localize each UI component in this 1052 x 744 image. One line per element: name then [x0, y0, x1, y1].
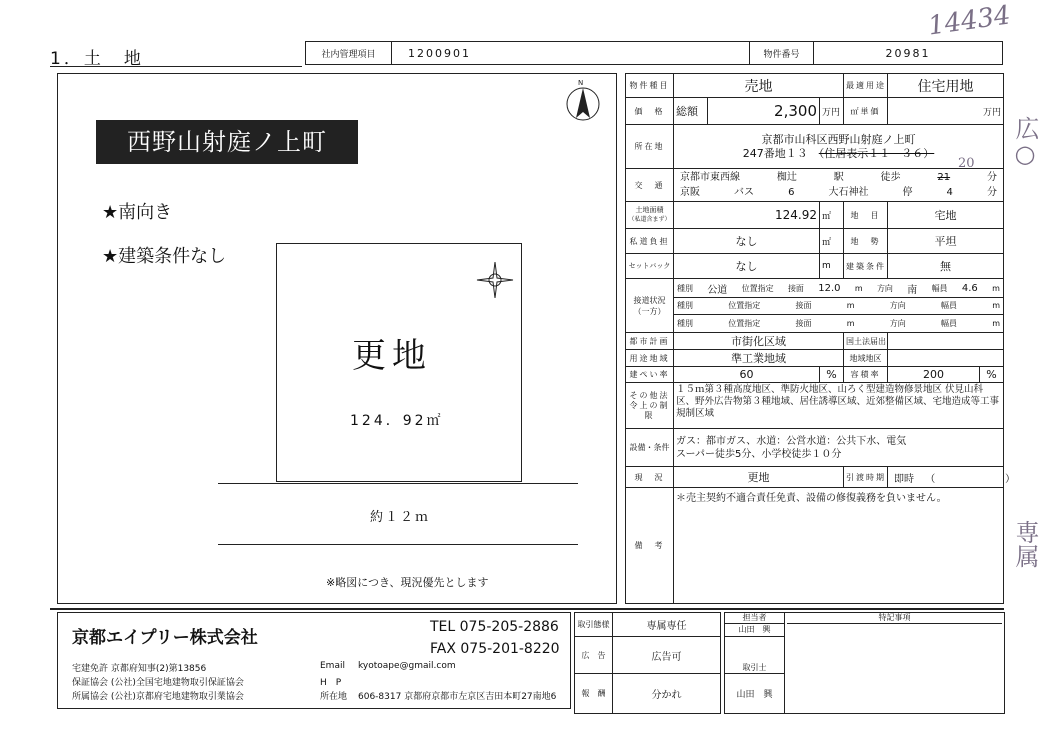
- compass-icon: [473, 258, 517, 302]
- address-lot: 247番地１３: [742, 146, 808, 160]
- far-value: 200: [888, 367, 980, 383]
- setback-label: セットバック: [626, 254, 674, 279]
- setback-value: なし: [674, 254, 820, 279]
- special-notes-title: 特記事項: [787, 613, 1002, 624]
- north-label: N: [578, 79, 584, 87]
- direction-label-2: 方向: [889, 301, 906, 310]
- width-unit-3: m: [992, 318, 1000, 328]
- ad-label: 広 告: [575, 637, 613, 674]
- frontage-label: 接面: [787, 283, 804, 293]
- company-box: [57, 612, 571, 709]
- price-label: 価 格: [626, 98, 674, 125]
- manager-name: 山田 興: [738, 625, 771, 634]
- ad-value: 広告可: [613, 637, 721, 674]
- fee-label: 報 酬: [575, 674, 613, 714]
- terrain-value: 平坦: [888, 229, 1004, 254]
- company-tel: TEL 075-205-2886: [430, 619, 559, 635]
- bcr-value: 60: [674, 367, 820, 383]
- address-label: 所在地: [626, 125, 674, 169]
- address-line2: [676, 147, 1001, 161]
- transport-line1: [676, 170, 1001, 185]
- position-label-3: 位置指定: [728, 318, 761, 328]
- header-underline: [50, 66, 302, 67]
- other-law-value: １５ｍ第３種高度地区、準防火地区、山ろく型建造物修景地区 伏見山科区、野外広告物第３種地域、居住誘導区域、近郊整備区域、宅地造成等工事規制区域: [674, 383, 1004, 429]
- width-label-3: 幅員: [940, 318, 957, 328]
- spec-table: [625, 73, 1016, 604]
- handover-label: 引渡時期: [844, 467, 888, 488]
- status-label: 現 況: [626, 467, 674, 488]
- dealer-label: 取引士: [725, 637, 785, 674]
- city-plan-value: 市街化区域: [674, 333, 844, 350]
- condition-label: 建築条件: [844, 254, 888, 279]
- frontage-unit-3: m: [846, 318, 855, 328]
- position-label: 位置指定: [741, 283, 774, 293]
- remarks-label: 備 考: [626, 488, 674, 604]
- use-value: 住宅用地: [888, 74, 1004, 98]
- road-sub: （一方）: [633, 306, 666, 316]
- land-area-sub: （私道含まず）: [628, 216, 671, 223]
- road-row-1: [674, 280, 1003, 298]
- walk-label: 徒歩: [880, 172, 901, 183]
- road-label: 接道状況: [633, 295, 666, 305]
- hp-label: H P: [320, 678, 342, 688]
- far-unit: %: [980, 367, 1004, 383]
- road-type-label-3: 種別: [677, 318, 693, 328]
- direction: 南: [907, 284, 918, 296]
- status-value: 更地: [674, 467, 844, 488]
- zone-label: 用途地域: [626, 350, 674, 367]
- chimoku-label: 地 目: [844, 202, 888, 229]
- width-label-2: 幅員: [940, 301, 957, 310]
- manager-label: [725, 613, 785, 637]
- special-notes-label: [785, 613, 1005, 714]
- kind-label: 物件種目: [626, 74, 674, 98]
- handwritten-number: 14434: [926, 0, 1013, 42]
- section-title: 1．土 地: [50, 49, 144, 69]
- mgmt-label: 社内管理項目: [306, 42, 392, 65]
- land-area-unit: ㎡: [820, 202, 844, 229]
- manager-label-text: 担当者: [725, 613, 784, 624]
- lot-label: 更地: [352, 336, 432, 376]
- handover-value: 即時: [894, 473, 914, 485]
- price-value: 2,300: [708, 98, 820, 125]
- private-road-value: なし: [674, 229, 820, 254]
- road-type: 公道: [707, 284, 728, 296]
- email-link[interactable]: kyotoape@gmail.com: [358, 661, 456, 671]
- train-line-2: 京阪: [680, 187, 700, 198]
- position-label-2: 位置指定: [728, 301, 761, 310]
- bcr-unit: %: [820, 367, 844, 383]
- station: 椥辻: [776, 172, 797, 183]
- license: 宅建免許 京都府知事(2)第13856: [72, 664, 207, 674]
- minute-unit-2: 分: [986, 187, 997, 198]
- width-unit-2: m: [992, 301, 1000, 310]
- bus-label: バス: [734, 187, 755, 198]
- north-arrow-icon: [564, 76, 602, 124]
- address-display: （住居表示１１－３６）: [818, 146, 935, 160]
- facilities-line2: スーパー徒歩5分、小学校徒歩１０分: [676, 448, 842, 460]
- handwritten-ad-mark: 広○: [1011, 116, 1039, 168]
- address-line1: 京都市山科区西野山射庭ノ上町: [761, 132, 916, 146]
- bus-stop: 大石神社: [828, 187, 869, 198]
- frontage: 12.0: [818, 282, 841, 294]
- facilities-line1: ガス：都市ガス、水道：公営水道：公共下水、電気: [676, 435, 907, 447]
- road-width: 約１２ｍ: [370, 510, 431, 525]
- road-row-3: [674, 315, 1003, 332]
- handwritten-minutes-correction: 20: [958, 156, 975, 171]
- handwritten-exclusive-mark: 専属: [1011, 520, 1039, 568]
- train-line: 京都市東西線: [680, 172, 740, 183]
- company-fax: FAX 075-201-8220: [430, 641, 560, 657]
- total-label: 総額: [674, 98, 708, 125]
- minute-unit: 分: [986, 172, 997, 183]
- feature-south: ★南向き: [102, 202, 173, 223]
- guarantee-assoc: 保証協会 (公社)全国宅地建物取引保証協会: [72, 678, 244, 688]
- transport-line2: [676, 185, 1001, 200]
- city-plan-label: 都市計画: [626, 333, 674, 350]
- zone-value: 準工業地域: [674, 350, 844, 367]
- district-label: 地域地区: [844, 350, 888, 367]
- prop-number: 20981: [814, 42, 1003, 65]
- other-law-label: その他法令上の制限: [626, 383, 674, 429]
- fee-value: 分かれ: [613, 674, 721, 714]
- chimoku-value: 宅地: [888, 202, 1004, 229]
- email-label: Email: [320, 661, 345, 671]
- direction-label-3: 方向: [889, 318, 906, 328]
- condition-value: 無: [888, 254, 1004, 279]
- far-label: 容積率: [844, 367, 888, 383]
- price-unit: 万円: [820, 98, 844, 125]
- road-type-label-2: 種別: [677, 301, 693, 310]
- road-row-2: [674, 298, 1003, 315]
- road-width-value: 4.6: [961, 282, 978, 294]
- land-area-value: 124.92: [674, 202, 820, 229]
- company-name: 京都エイプリー株式会社: [72, 628, 258, 648]
- dealer-name: 山田 興: [725, 674, 785, 714]
- remarks-value: ＊売主契約不適合責任免責、設備の修復義務を負いません。: [674, 488, 1004, 604]
- width-label: 幅員: [931, 283, 948, 293]
- private-road-label: 私道負担: [626, 229, 674, 254]
- facilities-label: 設備・条件: [626, 429, 674, 467]
- use-label: 最適用途: [844, 74, 888, 98]
- station-suffix: 駅: [833, 172, 844, 183]
- bcr-label: 建ぺい率: [626, 367, 674, 383]
- map-box: [57, 73, 617, 604]
- national-land-label: 国土法届出: [844, 333, 888, 350]
- walk-minutes-1: 21: [937, 172, 951, 183]
- unit-price-value: 万円: [888, 98, 1004, 125]
- member-assoc: 所属協会 (公社)京都府宅地建物取引業協会: [72, 692, 244, 702]
- feature-no-condition: ★建築条件なし: [102, 246, 227, 267]
- header-table: [305, 41, 1003, 65]
- footer-rule: [50, 608, 1004, 610]
- kind-value: 売地: [674, 74, 844, 98]
- prop-label: 物件番号: [750, 42, 814, 65]
- walk-minutes-2: 4: [946, 187, 953, 198]
- deal-type-label: 取引態様: [575, 613, 613, 637]
- deal-table: [574, 612, 1005, 714]
- road-line: [218, 483, 578, 484]
- direction-label: 方向: [876, 283, 893, 293]
- bus-minutes: 6: [788, 187, 795, 198]
- road-width-unit: m: [992, 283, 1000, 293]
- mgmt-number: 1200901: [392, 42, 750, 65]
- company-address: 606-8317 京都府京都市左京区吉田本町27南地6: [358, 692, 557, 702]
- transport-label: 交 通: [626, 169, 674, 202]
- map-title: 西野山射庭ノ上町: [96, 120, 358, 164]
- lot-area: 124．92㎡: [350, 413, 444, 429]
- setback-unit: m: [820, 254, 844, 279]
- frontage-unit: m: [854, 283, 863, 293]
- terrain-label: 地 勢: [844, 229, 888, 254]
- road-type-label: 種別: [677, 283, 693, 293]
- address-label-footer: 所在地: [320, 692, 348, 702]
- map-note: ※略図につき、現況優先とします: [326, 576, 489, 589]
- stop-suffix: 停: [902, 187, 913, 198]
- road-line-2: [218, 544, 578, 545]
- frontage-label-2: 接面: [795, 301, 812, 310]
- deal-type-value: 専属専任: [613, 613, 721, 637]
- frontage-label-3: 接面: [795, 318, 812, 328]
- frontage-unit-2: m: [846, 301, 855, 310]
- private-road-unit: ㎡: [820, 229, 844, 254]
- land-area-label: 土地面積: [635, 206, 664, 214]
- unit-price-label: ㎡単価: [844, 98, 888, 125]
- handover-paren: （ ）: [925, 473, 1016, 485]
